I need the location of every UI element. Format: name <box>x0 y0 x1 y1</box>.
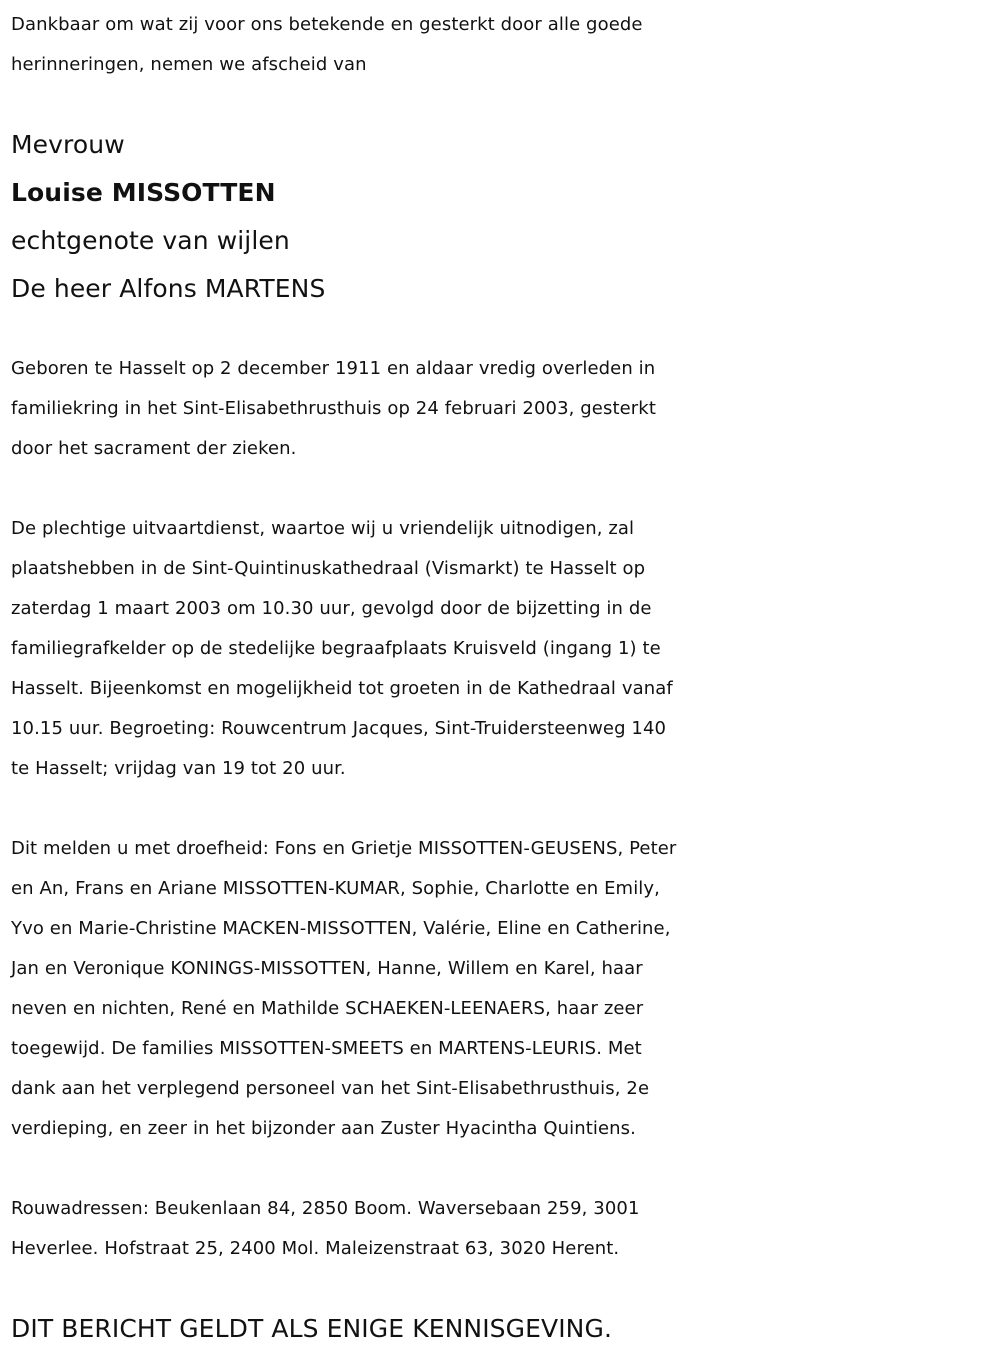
closing-notice: DIT BERICHT GELDT ALS ENIGE KENNISGEVING. <box>11 1314 612 1343</box>
funeral-paragraph <box>11 509 996 789</box>
mourners-line: toegewijd. De families MISSOTTEN-SMEETS en MARTENS-LEURIS. Met <box>11 1038 642 1059</box>
birth-death-line: door het sacrament der zieken. <box>11 438 297 459</box>
funeral-line: Hasselt. Bijeenkomst en mogelijkheid tot groeten in de Kathedraal vanaf <box>11 678 673 699</box>
birth-death-line: Geboren te Hasselt op 2 december 1911 en aldaar vredig overleden in <box>11 358 656 379</box>
intro-paragraph <box>11 5 996 85</box>
funeral-line: zaterdag 1 maart 2003 om 10.30 uur, gevolgd door de bijzetting in de <box>11 598 652 619</box>
deceased-name: Louise MISSOTTEN <box>11 178 276 207</box>
intro-line: herinneringen, nemen we afscheid van <box>11 54 367 75</box>
spouse-relation: echtgenote van wijlen <box>11 226 290 255</box>
birth-death-paragraph <box>11 349 996 469</box>
funeral-line: 10.15 uur. Begroeting: Rouwcentrum Jacques, Sint-Truidersteenweg 140 <box>11 718 667 739</box>
mourners-line: Yvo en Marie-Christine MACKEN-MISSOTTEN, Valérie, Eline en Catherine, <box>11 918 671 939</box>
intro-line: Dankbaar om wat zij voor ons betekende en gesterkt door alle goede <box>11 14 643 35</box>
funeral-line: familiegrafkelder op de stedelijke begraafplaats Kruisveld (ingang 1) te <box>11 638 661 659</box>
mourners-line: en An, Frans en Ariane MISSOTTEN-KUMAR, Sophie, Charlotte en Emily, <box>11 878 660 899</box>
funeral-line: te Hasselt; vrijdag van 19 tot 20 uur. <box>11 758 346 779</box>
spouse-name: De heer Alfons MARTENS <box>11 274 326 303</box>
funeral-line: plaatshebben in de Sint-Quintinuskathedraal (Vismarkt) te Hasselt op <box>11 558 646 579</box>
mourners-paragraph <box>11 829 996 1149</box>
mourners-line: Dit melden u met droefheid: Fons en Grietje MISSOTTEN-GEUSENS, Peter <box>11 838 677 859</box>
birth-death-line: familiekring in het Sint-Elisabethrusthuis op 24 februari 2003, gesterkt <box>11 398 656 419</box>
addresses-paragraph <box>11 1189 996 1269</box>
funeral-line: De plechtige uitvaartdienst, waartoe wij u vriendelijk uitnodigen, zal <box>11 518 635 539</box>
addresses-line: Heverlee. Hofstraat 25, 2400 Mol. Maleizenstraat 63, 3020 Herent. <box>11 1238 620 1259</box>
deceased-title: Mevrouw <box>11 130 125 159</box>
addresses-line: Rouwadressen: Beukenlaan 84, 2850 Boom. Waversebaan 259, 3001 <box>11 1198 640 1219</box>
mourners-line: dank aan het verplegend personeel van het Sint-Elisabethrusthuis, 2e <box>11 1078 650 1099</box>
mourners-line: Jan en Veronique KONINGS-MISSOTTEN, Hanne, Willem en Karel, haar <box>11 958 643 979</box>
mourners-line: neven en nichten, René en Mathilde SCHAEKEN-LEENAERS, haar zeer <box>11 998 644 1019</box>
mourners-line: verdieping, en zeer in het bijzonder aan Zuster Hyacintha Quintiens. <box>11 1118 636 1139</box>
